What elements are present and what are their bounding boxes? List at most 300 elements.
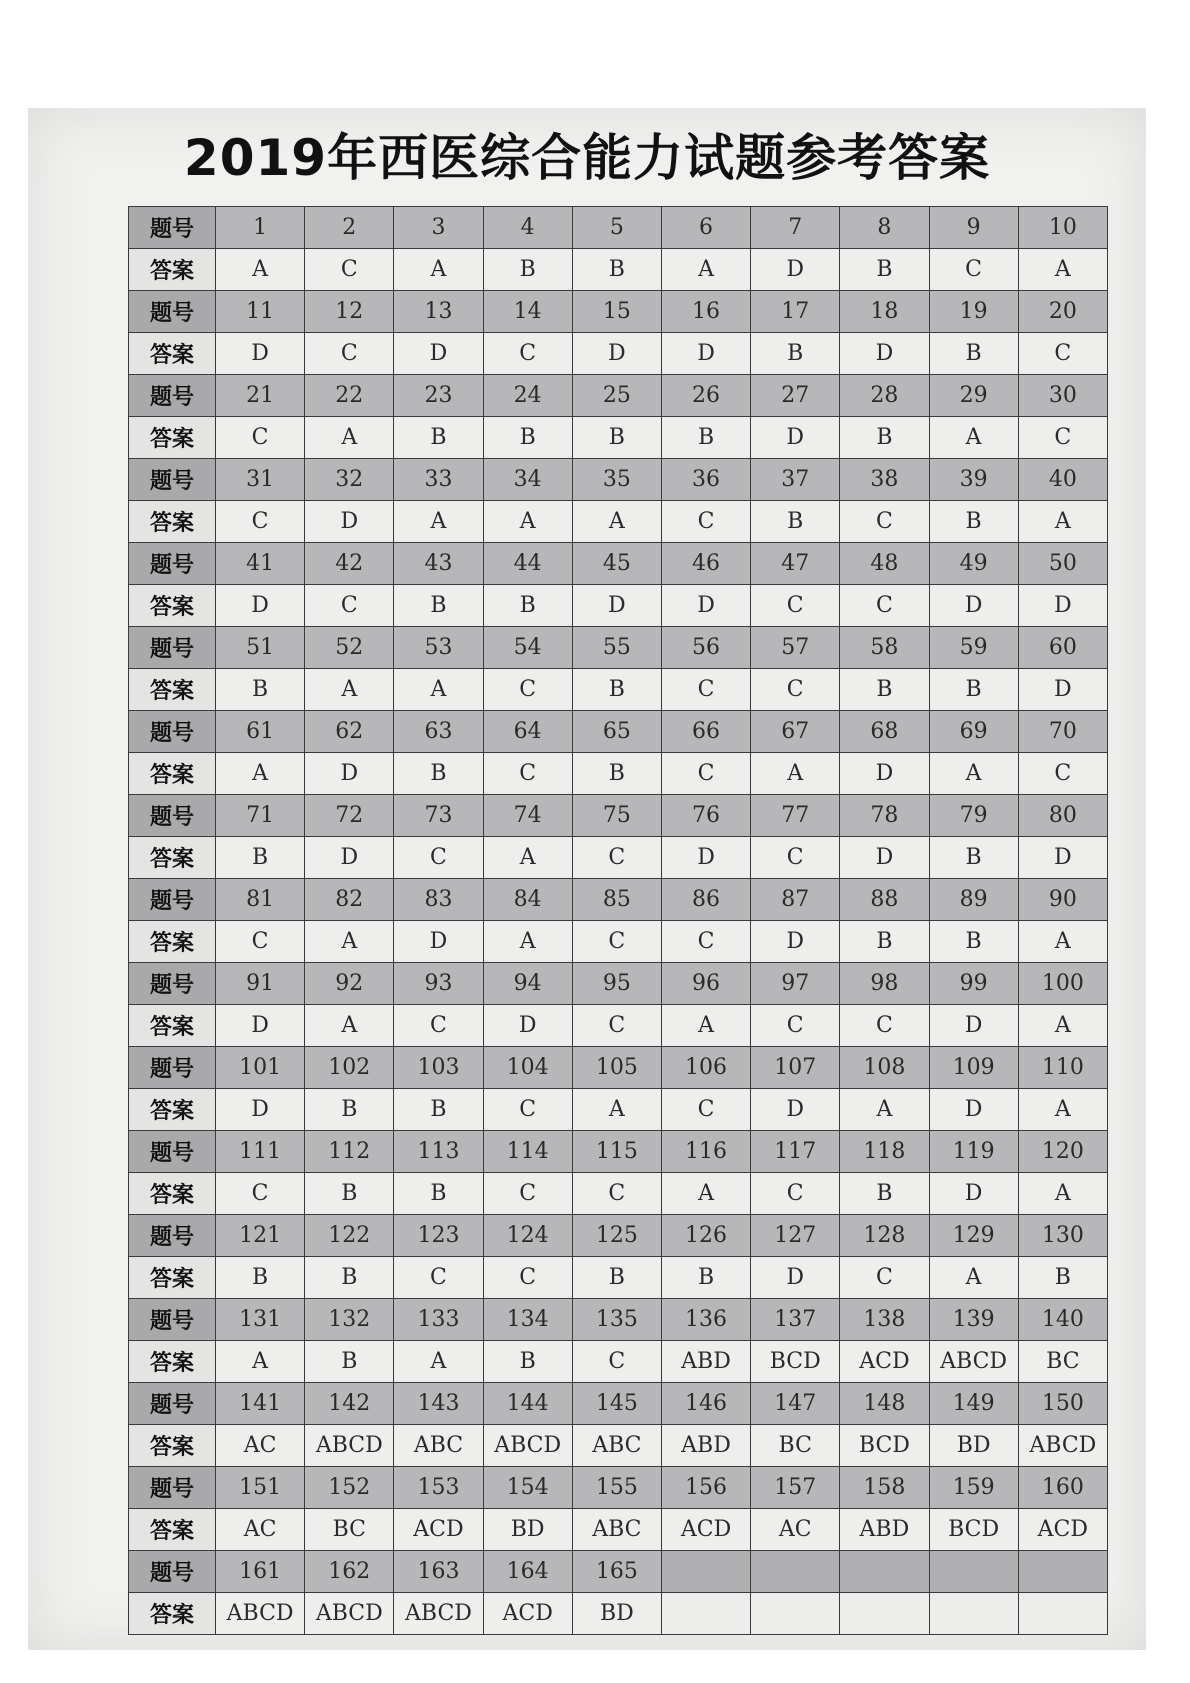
question-number-label: 题号 — [129, 1467, 216, 1509]
answer-value: B — [840, 417, 929, 459]
question-number: 5 — [572, 207, 661, 249]
question-number: 69 — [929, 711, 1018, 753]
answer-value: ACD — [483, 1593, 572, 1635]
question-number: 145 — [572, 1383, 661, 1425]
question-number: 152 — [305, 1467, 394, 1509]
answer-row — [129, 1173, 1108, 1215]
question-number: 84 — [483, 879, 572, 921]
question-number: 7 — [751, 207, 840, 249]
question-number: 57 — [751, 627, 840, 669]
question-number-label: 题号 — [129, 1299, 216, 1341]
answer-value: B — [483, 249, 572, 291]
question-number: 63 — [394, 711, 483, 753]
answer-value: C — [840, 585, 929, 627]
question-number-row — [129, 1047, 1108, 1089]
answer-value: D — [1018, 669, 1107, 711]
question-number: 77 — [751, 795, 840, 837]
answer-value: AC — [216, 1509, 305, 1551]
question-number: 66 — [661, 711, 750, 753]
question-number: 91 — [216, 963, 305, 1005]
answer-value: B — [394, 1173, 483, 1215]
answer-value: C — [661, 753, 750, 795]
question-number-label: 题号 — [129, 543, 216, 585]
answer-value: BD — [483, 1509, 572, 1551]
answer-value: D — [394, 921, 483, 963]
question-number: 106 — [661, 1047, 750, 1089]
answer-value: A — [483, 837, 572, 879]
answer-value: A — [572, 501, 661, 543]
question-number: 71 — [216, 795, 305, 837]
answer-value: A — [1018, 921, 1107, 963]
question-number: 64 — [483, 711, 572, 753]
answer-label: 答案 — [129, 249, 216, 291]
answer-row — [129, 1089, 1108, 1131]
answer-value: C — [1018, 417, 1107, 459]
answer-value: B — [305, 1341, 394, 1383]
answer-value: C — [572, 1173, 661, 1215]
answer-value: A — [1018, 249, 1107, 291]
question-number-row — [129, 795, 1108, 837]
answer-value: C — [483, 1257, 572, 1299]
answer-value: A — [305, 921, 394, 963]
question-number: 105 — [572, 1047, 661, 1089]
question-number: 61 — [216, 711, 305, 753]
answer-value: B — [929, 669, 1018, 711]
question-number: 100 — [1018, 963, 1107, 1005]
question-number: 4 — [483, 207, 572, 249]
question-number-label: 题号 — [129, 963, 216, 1005]
question-number: 80 — [1018, 795, 1107, 837]
question-number: 150 — [1018, 1383, 1107, 1425]
answer-value: A — [394, 1341, 483, 1383]
question-number: 49 — [929, 543, 1018, 585]
question-number-row — [129, 1383, 1108, 1425]
question-number: 126 — [661, 1215, 750, 1257]
answer-row — [129, 417, 1108, 459]
answer-value: D — [929, 585, 1018, 627]
question-number: 68 — [840, 711, 929, 753]
answer-value: B — [394, 585, 483, 627]
question-number: 9 — [929, 207, 1018, 249]
answer-label: 答案 — [129, 1005, 216, 1047]
question-number-label: 题号 — [129, 1215, 216, 1257]
answer-label: 答案 — [129, 921, 216, 963]
answer-value: B — [929, 501, 1018, 543]
question-number: 48 — [840, 543, 929, 585]
question-number: 118 — [840, 1131, 929, 1173]
question-number: 67 — [751, 711, 840, 753]
answer-value: C — [661, 921, 750, 963]
empty-cell — [929, 1551, 1018, 1593]
answer-value: ABCD — [929, 1341, 1018, 1383]
answer-value: A — [751, 753, 840, 795]
answer-value: ABC — [572, 1509, 661, 1551]
question-number: 147 — [751, 1383, 840, 1425]
answer-value: D — [840, 333, 929, 375]
answer-value: BCD — [929, 1509, 1018, 1551]
question-number: 16 — [661, 291, 750, 333]
question-number: 85 — [572, 879, 661, 921]
answer-value: A — [216, 249, 305, 291]
answer-value: B — [572, 669, 661, 711]
question-number: 157 — [751, 1467, 840, 1509]
answer-value: B — [483, 1341, 572, 1383]
answer-value: C — [394, 837, 483, 879]
answer-value: C — [840, 1257, 929, 1299]
answer-value: B — [929, 921, 1018, 963]
question-number: 76 — [661, 795, 750, 837]
answer-value: D — [751, 417, 840, 459]
answer-value: B — [216, 669, 305, 711]
answer-value: A — [1018, 1089, 1107, 1131]
answer-value: D — [840, 837, 929, 879]
empty-cell — [840, 1551, 929, 1593]
question-number: 72 — [305, 795, 394, 837]
empty-cell — [929, 1593, 1018, 1635]
question-number: 75 — [572, 795, 661, 837]
answer-value: B — [751, 333, 840, 375]
answer-value: A — [305, 1005, 394, 1047]
question-number: 38 — [840, 459, 929, 501]
question-number: 158 — [840, 1467, 929, 1509]
answer-value: C — [661, 1089, 750, 1131]
empty-cell — [1018, 1551, 1107, 1593]
answer-label: 答案 — [129, 837, 216, 879]
question-number: 155 — [572, 1467, 661, 1509]
question-number: 27 — [751, 375, 840, 417]
question-number: 141 — [216, 1383, 305, 1425]
question-number: 44 — [483, 543, 572, 585]
answer-value: B — [483, 585, 572, 627]
answer-value: B — [840, 1173, 929, 1215]
question-number: 87 — [751, 879, 840, 921]
question-number: 113 — [394, 1131, 483, 1173]
question-number: 78 — [840, 795, 929, 837]
answer-value: C — [751, 1173, 840, 1215]
answer-row — [129, 1005, 1108, 1047]
answer-value: AC — [751, 1509, 840, 1551]
answer-value: B — [572, 417, 661, 459]
answer-label: 答案 — [129, 1173, 216, 1215]
answer-value: C — [751, 585, 840, 627]
answer-value: A — [929, 753, 1018, 795]
answer-value: D — [751, 921, 840, 963]
question-number: 22 — [305, 375, 394, 417]
question-number: 88 — [840, 879, 929, 921]
question-number: 11 — [216, 291, 305, 333]
question-number: 120 — [1018, 1131, 1107, 1173]
question-number: 143 — [394, 1383, 483, 1425]
answer-value: A — [1018, 1005, 1107, 1047]
question-number: 123 — [394, 1215, 483, 1257]
answer-value: B — [394, 1089, 483, 1131]
answer-value: D — [751, 249, 840, 291]
question-number-row — [129, 1467, 1108, 1509]
answer-label: 答案 — [129, 333, 216, 375]
question-number-label: 题号 — [129, 207, 216, 249]
answer-value: B — [572, 753, 661, 795]
question-number-row — [129, 459, 1108, 501]
question-number: 82 — [305, 879, 394, 921]
question-number: 54 — [483, 627, 572, 669]
answer-value: A — [216, 1341, 305, 1383]
answer-label: 答案 — [129, 1593, 216, 1635]
question-number: 115 — [572, 1131, 661, 1173]
answer-value: D — [483, 1005, 572, 1047]
answer-value: BCD — [840, 1425, 929, 1467]
answer-key-body — [129, 207, 1108, 1635]
question-number: 136 — [661, 1299, 750, 1341]
answer-value: D — [572, 333, 661, 375]
question-number: 24 — [483, 375, 572, 417]
question-number: 111 — [216, 1131, 305, 1173]
answer-value: C — [1018, 753, 1107, 795]
answer-row — [129, 753, 1108, 795]
question-number: 93 — [394, 963, 483, 1005]
question-number: 164 — [483, 1551, 572, 1593]
question-number: 56 — [661, 627, 750, 669]
answer-row — [129, 333, 1108, 375]
answer-value: A — [572, 1089, 661, 1131]
answer-value: B — [1018, 1257, 1107, 1299]
empty-cell — [661, 1593, 750, 1635]
answer-row — [129, 921, 1108, 963]
answer-value: D — [216, 1089, 305, 1131]
answer-value: AC — [216, 1425, 305, 1467]
question-number: 39 — [929, 459, 1018, 501]
answer-value: D — [751, 1089, 840, 1131]
answer-value: D — [305, 501, 394, 543]
question-number: 124 — [483, 1215, 572, 1257]
answer-value: A — [305, 669, 394, 711]
question-number: 60 — [1018, 627, 1107, 669]
answer-label: 答案 — [129, 1425, 216, 1467]
question-number: 130 — [1018, 1215, 1107, 1257]
answer-value: B — [483, 417, 572, 459]
question-number: 1 — [216, 207, 305, 249]
question-number: 137 — [751, 1299, 840, 1341]
answer-value: C — [572, 1005, 661, 1047]
answer-value: C — [840, 501, 929, 543]
question-number: 59 — [929, 627, 1018, 669]
question-number: 149 — [929, 1383, 1018, 1425]
question-number: 41 — [216, 543, 305, 585]
question-number: 53 — [394, 627, 483, 669]
question-number: 128 — [840, 1215, 929, 1257]
question-number: 55 — [572, 627, 661, 669]
question-number: 42 — [305, 543, 394, 585]
answer-value: C — [216, 921, 305, 963]
question-number-label: 题号 — [129, 1551, 216, 1593]
question-number: 8 — [840, 207, 929, 249]
answer-value: D — [929, 1173, 1018, 1215]
question-number-row — [129, 1131, 1108, 1173]
question-number: 165 — [572, 1551, 661, 1593]
question-number-label: 题号 — [129, 711, 216, 753]
question-number: 144 — [483, 1383, 572, 1425]
answer-value: ABD — [840, 1509, 929, 1551]
question-number: 3 — [394, 207, 483, 249]
answer-row — [129, 1257, 1108, 1299]
answer-value: ABD — [661, 1341, 750, 1383]
answer-value: C — [840, 1005, 929, 1047]
question-number: 40 — [1018, 459, 1107, 501]
answer-value: BD — [929, 1425, 1018, 1467]
answer-value: A — [661, 1173, 750, 1215]
answer-value: C — [751, 837, 840, 879]
answer-value: D — [840, 753, 929, 795]
answer-value: C — [661, 501, 750, 543]
question-number: 116 — [661, 1131, 750, 1173]
answer-value: C — [216, 501, 305, 543]
answer-value: B — [572, 1257, 661, 1299]
answer-value: B — [572, 249, 661, 291]
answer-value: D — [661, 333, 750, 375]
answer-value: C — [483, 1089, 572, 1131]
question-number: 131 — [216, 1299, 305, 1341]
answer-value: C — [483, 669, 572, 711]
answer-value: A — [929, 417, 1018, 459]
answer-value: B — [394, 753, 483, 795]
question-number: 134 — [483, 1299, 572, 1341]
question-number: 25 — [572, 375, 661, 417]
question-number-row — [129, 207, 1108, 249]
answer-value: D — [661, 585, 750, 627]
question-number-row — [129, 627, 1108, 669]
question-number: 30 — [1018, 375, 1107, 417]
answer-value: C — [394, 1257, 483, 1299]
answer-value: C — [305, 249, 394, 291]
answer-row — [129, 585, 1108, 627]
answer-value: C — [661, 669, 750, 711]
question-number: 90 — [1018, 879, 1107, 921]
question-number: 94 — [483, 963, 572, 1005]
question-number-row — [129, 711, 1108, 753]
question-number: 51 — [216, 627, 305, 669]
answer-value: C — [216, 417, 305, 459]
question-number: 142 — [305, 1383, 394, 1425]
question-number: 154 — [483, 1467, 572, 1509]
question-number: 99 — [929, 963, 1018, 1005]
answer-value: A — [661, 1005, 750, 1047]
answer-value: D — [751, 1257, 840, 1299]
answer-value: ACD — [394, 1509, 483, 1551]
question-number: 146 — [661, 1383, 750, 1425]
answer-value: D — [572, 585, 661, 627]
answer-label: 答案 — [129, 417, 216, 459]
answer-row — [129, 1425, 1108, 1467]
question-number: 117 — [751, 1131, 840, 1173]
question-number: 83 — [394, 879, 483, 921]
question-number: 81 — [216, 879, 305, 921]
answer-value: C — [483, 753, 572, 795]
question-number: 96 — [661, 963, 750, 1005]
answer-value: B — [305, 1257, 394, 1299]
question-number-row — [129, 1299, 1108, 1341]
answer-value: B — [661, 417, 750, 459]
empty-cell — [1018, 1593, 1107, 1635]
question-number-row — [129, 1551, 1108, 1593]
answer-row — [129, 837, 1108, 879]
question-number: 97 — [751, 963, 840, 1005]
answer-value: BC — [305, 1509, 394, 1551]
answer-value: ABCD — [483, 1425, 572, 1467]
answer-value: C — [305, 333, 394, 375]
empty-cell — [840, 1593, 929, 1635]
answer-value: A — [483, 501, 572, 543]
answer-value: A — [1018, 1173, 1107, 1215]
answer-label: 答案 — [129, 669, 216, 711]
answer-value: B — [929, 333, 1018, 375]
answer-value: D — [1018, 585, 1107, 627]
question-number: 104 — [483, 1047, 572, 1089]
answer-label: 答案 — [129, 1509, 216, 1551]
empty-cell — [751, 1551, 840, 1593]
answer-value: ABC — [572, 1425, 661, 1467]
question-number: 45 — [572, 543, 661, 585]
question-number: 112 — [305, 1131, 394, 1173]
question-number: 114 — [483, 1131, 572, 1173]
answer-value: B — [216, 1257, 305, 1299]
question-number: 139 — [929, 1299, 1018, 1341]
question-number: 107 — [751, 1047, 840, 1089]
answer-value: A — [216, 753, 305, 795]
question-number-row — [129, 375, 1108, 417]
question-number: 43 — [394, 543, 483, 585]
answer-value: D — [1018, 837, 1107, 879]
question-number: 129 — [929, 1215, 1018, 1257]
answer-row — [129, 1341, 1108, 1383]
question-number: 21 — [216, 375, 305, 417]
question-number: 122 — [305, 1215, 394, 1257]
answer-value: ABCD — [305, 1425, 394, 1467]
answer-value: A — [661, 249, 750, 291]
answer-key-table — [128, 206, 1108, 1635]
question-number: 31 — [216, 459, 305, 501]
question-number: 79 — [929, 795, 1018, 837]
answer-value: C — [1018, 333, 1107, 375]
question-number-row — [129, 963, 1108, 1005]
answer-value: D — [929, 1005, 1018, 1047]
answer-value: ABCD — [1018, 1425, 1107, 1467]
answer-label: 答案 — [129, 1341, 216, 1383]
question-number: 89 — [929, 879, 1018, 921]
answer-value: C — [394, 1005, 483, 1047]
question-number: 18 — [840, 291, 929, 333]
question-number: 34 — [483, 459, 572, 501]
answer-value: ABCD — [305, 1593, 394, 1635]
page-title: 2019年西医综合能力试题参考答案 — [183, 129, 991, 187]
answer-value: D — [216, 585, 305, 627]
question-number: 35 — [572, 459, 661, 501]
question-number-label: 题号 — [129, 291, 216, 333]
question-number: 14 — [483, 291, 572, 333]
question-number: 153 — [394, 1467, 483, 1509]
answer-value: D — [216, 1005, 305, 1047]
question-number: 19 — [929, 291, 1018, 333]
answer-value: A — [394, 501, 483, 543]
answer-value: D — [661, 837, 750, 879]
answer-label: 答案 — [129, 585, 216, 627]
question-number: 102 — [305, 1047, 394, 1089]
question-number: 29 — [929, 375, 1018, 417]
question-number: 73 — [394, 795, 483, 837]
question-number-label: 题号 — [129, 1383, 216, 1425]
question-number: 33 — [394, 459, 483, 501]
answer-value: C — [572, 837, 661, 879]
question-number: 28 — [840, 375, 929, 417]
empty-cell — [751, 1593, 840, 1635]
